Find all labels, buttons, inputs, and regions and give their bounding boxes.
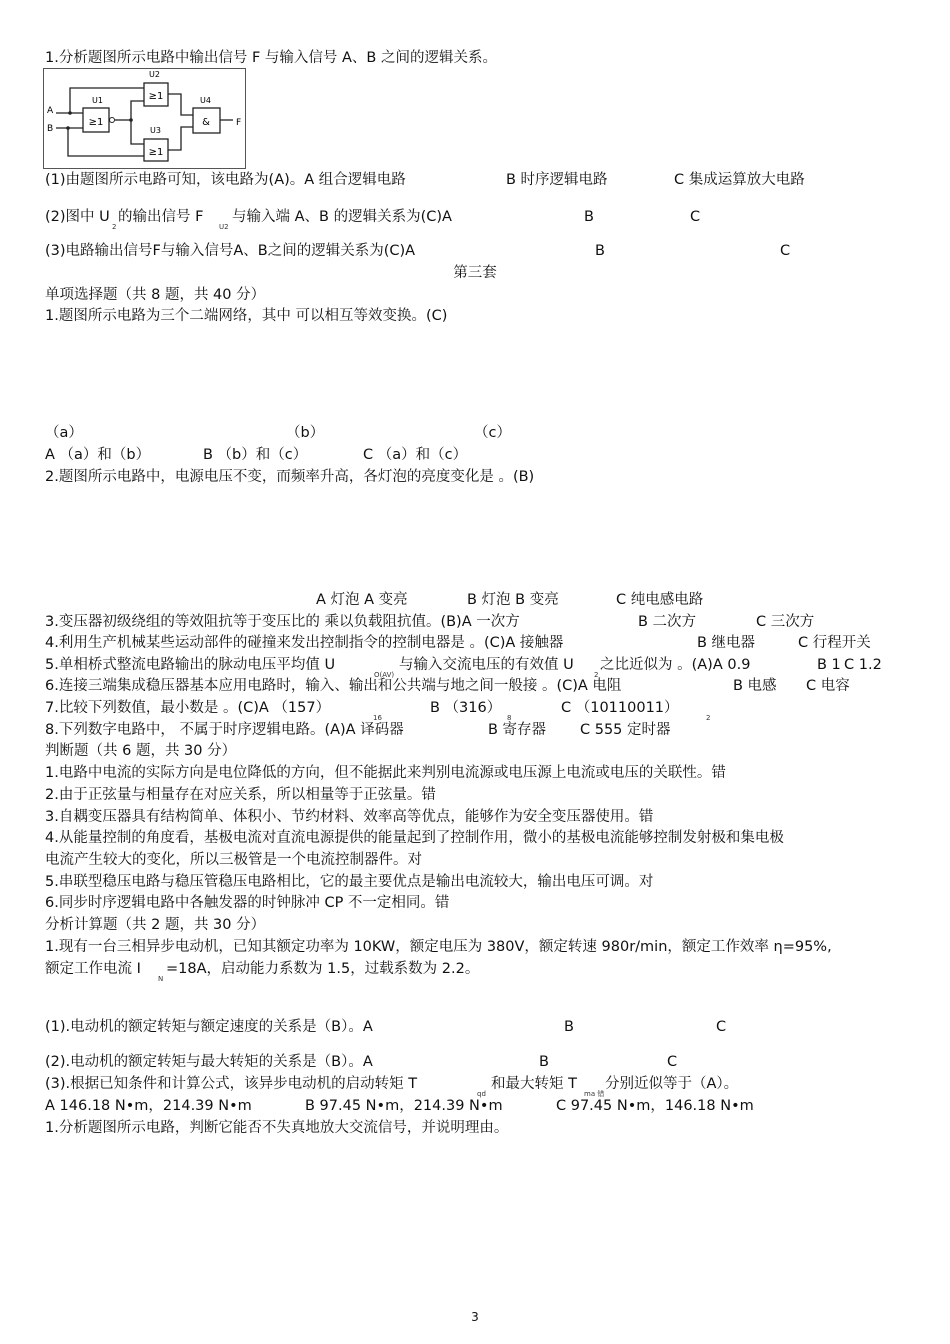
calc1-line2-sub: N xyxy=(158,975,164,983)
calc-q3-b: 和最大转矩 T xyxy=(491,1076,577,1092)
calc-q2-c: C xyxy=(667,1054,678,1070)
logic-circuit-diagram xyxy=(43,68,246,169)
s1-q5: 5.单相桥式整流电路输出的脉动电压平均值 U xyxy=(45,657,336,673)
s1-q1-option-c: C （a）和（c） xyxy=(363,447,468,463)
q1-item-2-b: B xyxy=(584,209,594,225)
set-title: 第三套 xyxy=(453,265,497,281)
gate-u3-symbol: ≥1 xyxy=(148,147,164,158)
s1-q8-b: B 寄存器 xyxy=(488,722,547,738)
s1-q2-option-a: A 灯泡 A 变亮 xyxy=(316,592,408,608)
gate-u3-label: U3 xyxy=(150,126,161,135)
judge-1: 1.电路中电流的实际方向是电位降低的方向，但不能据此来判别电流源或电压源上电流或电压的关联性。错 xyxy=(45,765,726,781)
calc1-line1: 1.现有一台三相异步电动机，已知其额定功率为 10KW，额定电压为 380V，额定转速 980r/min，额定工作效率 η=95%, xyxy=(45,939,832,955)
q1-item-2-a: (2)图中 U xyxy=(45,209,110,225)
q1-item-2-mid: 的输出信号 F xyxy=(118,209,204,225)
s1-q5-tail: 之比近似为 。(A)A 0.9 xyxy=(600,657,751,673)
s1-q7-sub-2: 2 xyxy=(706,714,711,722)
s1-q5-sub2: 2 xyxy=(594,671,599,679)
q1-item-2-sub1: 2 xyxy=(112,223,117,231)
q1-item-3-b: B xyxy=(595,243,605,259)
calc-option-a: A 146.18 N•m，214.39 N•m xyxy=(45,1098,252,1114)
s1-q2-option-b: B 灯泡 B 变亮 xyxy=(467,592,559,608)
q1-item-2-tail: 与输入端 A、B 的逻辑关系为(C)A xyxy=(232,209,452,225)
calc1-line2-a: 额定工作电流 I xyxy=(45,961,141,977)
judge-2: 2.由于正弦量与相量存在对应关系，所以相量等于正弦量。错 xyxy=(45,787,436,803)
s1-q5-mid: 与输入交流电压的有效值 U xyxy=(399,657,574,673)
calc-q2-b: B xyxy=(539,1054,549,1070)
q1-item-3: (3)电路输出信号F与输入信号A、B之间的逻辑关系为(C)A xyxy=(45,243,416,259)
judge-4-line1: 4.从能量控制的角度看，基极电流对直流电源提供的能量起到了控制作用，微小的基极电流能够控制发射极和集电极 xyxy=(45,830,784,846)
q1-item-2-c: C xyxy=(690,209,701,225)
s1-q1: 1.题图所示电路为三个二端网络，其中 可以相互等效变换。(C) xyxy=(45,308,448,324)
section-3-heading: 分析计算题（共 2 题，共 30 分） xyxy=(45,917,266,933)
calc-q3-sub2: ma 错 xyxy=(584,1090,605,1098)
calc1-line2-b: =18A，启动能力系数为 1.5，过载系数为 2.2。 xyxy=(166,961,480,977)
calc-q3-sub1: qd xyxy=(477,1090,486,1098)
q1-item-2-sub2: U2 xyxy=(219,223,229,231)
s1-q6: 6.连接三端集成稳压器基本应用电路时，输入、输出和公共端与地之间一般接 。(C)A 电阻 xyxy=(45,678,622,694)
calc-q1: (1).电动机的额定转矩与额定速度的关系是（B）。A xyxy=(45,1019,373,1035)
calc-q1-b: B xyxy=(564,1019,574,1035)
input-b-label: B xyxy=(47,124,54,134)
s1-q7-c: C （10110011） xyxy=(561,700,679,716)
q1-item-1: (1)由题图所示电路可知，该电路为(A)。A 组合逻辑电路 xyxy=(45,172,406,188)
section-2-heading: 判断题（共 6 题，共 30 分） xyxy=(45,743,237,759)
gate-u4-symbol: & xyxy=(202,117,210,128)
calc-q1-c: C xyxy=(716,1019,727,1035)
s1-q3: 3.变压器初级绕组的等效阻抗等于变压比的 乘以负载阻抗值。(B)A 一次方 xyxy=(45,614,520,630)
page-number: 3 xyxy=(471,1310,479,1324)
s1-q5-sub1: O(AV) xyxy=(374,671,395,679)
s1-q6-c: C 电容 xyxy=(806,678,850,694)
s1-q1-label-c: （c） xyxy=(474,425,511,441)
judge-6: 6.同步时序逻辑电路中各触发器的时钟脉冲 CP 不一定相同。错 xyxy=(45,895,450,911)
s1-q4: 4.利用生产机械某些运动部件的碰撞来发出控制指令的控制电器是 。(C)A 接触器 xyxy=(45,635,564,651)
output-f-label: F xyxy=(236,118,242,128)
calc-q2: (2).电动机的额定转矩与最大转矩的关系是（B）。A xyxy=(45,1054,373,1070)
judge-5: 5.串联型稳压电路与稳压管稳压电路相比，它的最主要优点是输出电流较大，输出电压可调。对 xyxy=(45,874,654,890)
q1-item-1-c: C 集成运算放大电路 xyxy=(674,172,805,188)
s1-q2-option-c: C 纯电感电路 xyxy=(616,592,704,608)
q1-item-1-b: B 时序逻辑电路 xyxy=(506,172,608,188)
section-1-heading: 单项选择题（共 8 题，共 40 分） xyxy=(45,287,266,303)
s1-q4-c: C 行程开关 xyxy=(798,635,871,651)
gate-u4-label: U4 xyxy=(200,96,211,105)
s1-q4-b: B 继电器 xyxy=(697,635,756,651)
judge-3: 3.自耦变压器具有结构简单、体积小、节约材料、效率高等优点，能够作为安全变压器使用。错 xyxy=(45,809,654,825)
calc-option-c: C 97.45 N•m，146.18 N•m xyxy=(556,1098,754,1114)
s1-q1-option-b: B （b）和（c） xyxy=(203,447,308,463)
gate-u2-symbol: ≥1 xyxy=(148,91,164,102)
s1-q8-c: C 555 定时器 xyxy=(580,722,671,738)
s1-q3-c: C 三次方 xyxy=(756,614,815,630)
calc-option-b: B 97.45 N•m，214.39 N•m xyxy=(305,1098,503,1114)
calc-q3-a: (3).根据已知条件和计算公式，该异步电动机的启动转矩 T xyxy=(45,1076,418,1092)
s1-q1-label-b: （b） xyxy=(286,425,325,441)
s1-q5-c: C 1.2 xyxy=(844,657,882,673)
gate-u1-symbol: ≥1 xyxy=(88,117,104,128)
gate-u2-label: U2 xyxy=(149,70,160,79)
q1-intro: 1.分析题图所示电路中输出信号 F 与输入信号 A、B 之间的逻辑关系。 xyxy=(45,50,497,66)
s1-q1-option-a: A （a）和（b） xyxy=(45,447,151,463)
s1-q2: 2.题图所示电路中，电源电压不变，而频率升高，各灯泡的亮度变化是 。(B) xyxy=(45,469,535,485)
s1-q3-b: B 二次方 xyxy=(638,614,697,630)
s1-q7-sub-8: 8 xyxy=(507,714,512,722)
s1-q5-b: B 1 xyxy=(817,657,841,673)
q1-item-3-c: C xyxy=(780,243,791,259)
input-a-label: A xyxy=(47,106,54,116)
gate-u1-label: U1 xyxy=(92,96,103,105)
s1-q7-sub-16: 16 xyxy=(373,714,382,722)
last-question: 1.分析题图所示电路，判断它能否不失真地放大交流信号，并说明理由。 xyxy=(45,1120,509,1136)
s1-q7-b: B （316） xyxy=(430,700,502,716)
s1-q7: 7.比较下列数值，最小数是 。(C)A （157） xyxy=(45,700,331,716)
s1-q8: 8.下列数字电路中， 不属于时序逻辑电路。(A)A 译码器 xyxy=(45,722,404,738)
s1-q1-label-a: （a） xyxy=(45,425,83,441)
calc-q3-c: 分别近似等于（A）。 xyxy=(605,1076,739,1092)
judge-4-line2: 电流产生较大的变化，所以三极管是一个电流控制器件。对 xyxy=(45,852,422,868)
s1-q6-b: B 电感 xyxy=(733,678,777,694)
